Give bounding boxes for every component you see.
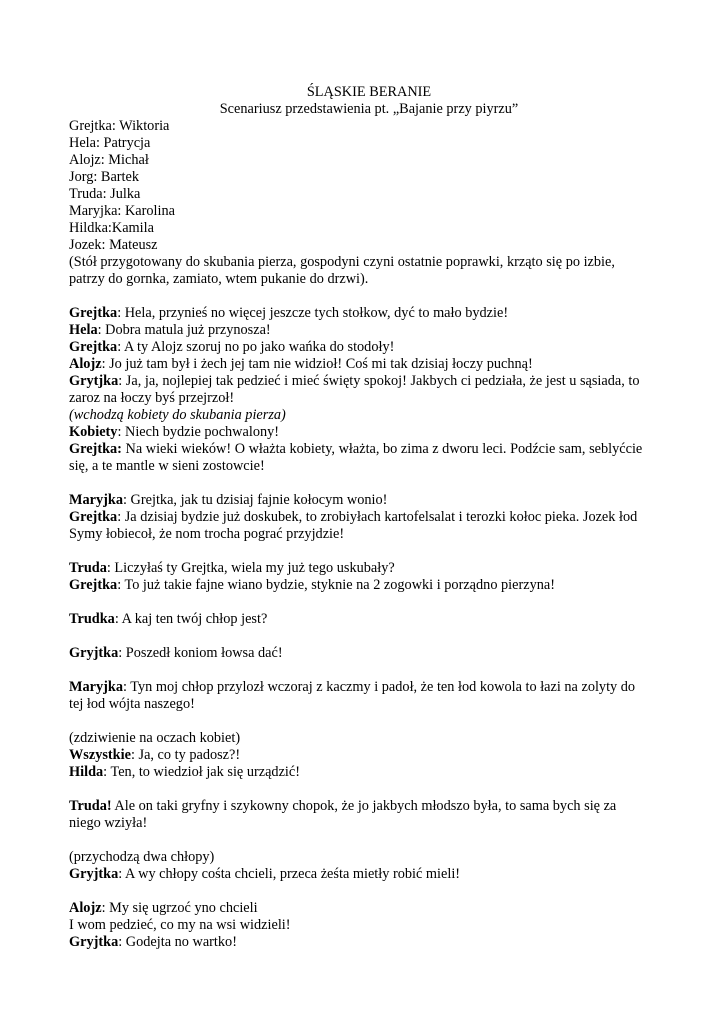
dialogue-line — [69, 645, 669, 662]
dialogue-text: : Liczyłaś ty Grejtka, wiela my już tego uskubały? — [106, 560, 395, 576]
dialogue-text: : Grejtka, jak tu dzisiaj fajnie kołocym wonio! — [123, 492, 388, 508]
dialogue-text: : Godejta no wartko! — [118, 934, 237, 950]
speaker-name: Grejtka — [69, 509, 118, 525]
speaker-name: Maryjka — [69, 679, 123, 695]
dialogue-text: : To już takie fajne wiano bydzie, styknie na 2 zogowki i porządno pierzyna! — [117, 577, 556, 593]
dialogue-text: : A wy chłopy cośta chcieli, przeca żeśta mietły robić mieli! — [118, 866, 461, 882]
dialogue-line — [69, 373, 669, 390]
dialogue-line — [69, 492, 669, 509]
speaker-name: Hela — [69, 322, 98, 338]
dialogue-continuation: niego wziyła! — [69, 815, 148, 831]
cast-item: Jozek: Mateusz — [69, 237, 158, 253]
stage-direction: (zdziwienie na oczach kobiet) — [69, 730, 241, 746]
dialogue-text: : Ja, ja, nojlepiej tak pedzieć i mieć święty spokoj! Jakbych ci pedziała, że jest u sąsiada, to — [118, 373, 640, 389]
cast-item: Alojz: Michał — [69, 152, 149, 168]
document-page — [69, 84, 669, 951]
cast-item: Grejtka: Wiktoria — [69, 118, 170, 134]
speaker-name: Grytjka — [69, 373, 119, 389]
cast-list — [69, 118, 669, 254]
dialogue-line — [69, 322, 669, 339]
speaker-name: Alojz — [69, 356, 102, 372]
dialogue-text: : Poszedł koniom łowsa dać! — [118, 645, 283, 661]
cast-item: Jorg: Bartek — [69, 169, 140, 185]
speaker-name: Grejtka — [69, 305, 118, 321]
dialogue-continuation: się, a te mantle w sieni zostowcie! — [69, 458, 265, 474]
dialogue-continuation: zaroz na łoczy byś przejrzoł! — [69, 390, 235, 406]
dialogue-text: Ale on taki gryfny i szykowny chopok, że jo jakbych młodszo była, to sama bych się za — [111, 798, 617, 814]
dialogue-line — [69, 900, 669, 917]
dialogue-line — [69, 747, 669, 764]
dialogue-line — [69, 764, 669, 781]
dialogue-line — [69, 305, 669, 322]
dialogue-text: : Niech bydzie pochwalony! — [117, 424, 280, 440]
dialogue-line — [69, 866, 669, 883]
speaker-name: Gryjtka — [69, 934, 119, 950]
cast-item: Truda: Julka — [69, 186, 141, 202]
dialogue-line — [69, 934, 669, 951]
speaker-name: Hilda — [69, 764, 104, 780]
speaker-name: Kobiety — [69, 424, 118, 440]
dialogue-text: Na wieki wieków! O włażta kobiety, włażta, bo zima z dworu leci. Podźcie sam, seblyćcie — [121, 441, 643, 457]
speaker-name: Alojz — [69, 900, 102, 916]
dialogue-line — [69, 356, 669, 373]
dialogue-text: : A kaj ten twój chłop jest? — [114, 611, 268, 627]
dialogue-text: : A ty Alojz szoruj no po jako wańka do stodoły! — [117, 339, 395, 355]
dialogue-continuation: Symy łobiecoł, że nom trocha pograć przyjdzie! — [69, 526, 345, 542]
dialogue-line — [69, 798, 669, 815]
document-title: ŚLĄSKIE BERANIE — [306, 84, 432, 100]
dialogue-line — [69, 577, 669, 594]
dialogue-text: : Hela, przynieś no więcej jeszcze tych stołkow, dyć to mało bydzie! — [117, 305, 509, 321]
dialogue-line — [69, 509, 669, 526]
dialogue-text: : Dobra matula już przynosza! — [97, 322, 271, 338]
speaker-name: Trudka — [69, 611, 115, 627]
cast-item: Hildka:Kamila — [69, 220, 154, 236]
dialogue-text: : Tyn moj chłop przylozł wczoraj z kaczmy i padoł, że ten łod kowola to łazi na zolyty do — [123, 679, 636, 695]
speaker-name: Grejtka — [69, 577, 118, 593]
stage-direction: (wchodzą kobiety do skubania pierza) — [69, 407, 286, 423]
dialogue-text: : Ten, to wiedzioł jak się urządzić! — [103, 764, 301, 780]
dialogue-text: : Ja, co ty padosz?! — [130, 747, 241, 763]
stage-direction: (przychodzą dwa chłopy) — [69, 849, 215, 865]
speaker-name: Truda! — [69, 798, 112, 814]
stage-direction-intro: (Stół przygotowany do skubania pierza, gospodyni czyni ostatnie poprawki, krząto się po izbie, — [69, 254, 615, 270]
dialogue-text: : Jo już tam był i żech jej tam nie widzioł! Coś mi tak dzisiaj łoczy puchną! — [101, 356, 533, 372]
speaker-name: Maryjka — [69, 492, 123, 508]
document-subtitle: Scenariusz przedstawienia pt. „Bajanie przy piyrzu” — [219, 101, 519, 117]
speaker-name: Wszystkie — [69, 747, 131, 763]
speaker-name: Gryjtka — [69, 645, 119, 661]
speaker-name: Grejtka — [69, 339, 118, 355]
dialogue-line — [69, 560, 669, 577]
dialogue-line — [69, 339, 669, 356]
verse-line: I wom pedzieć, co my na wsi widzieli! — [69, 917, 291, 933]
dialogue-text: : My się ugrzoć yno chcieli — [101, 900, 258, 916]
dialogue-line — [69, 441, 669, 458]
cast-item: Hela: Patrycja — [69, 135, 151, 151]
dialogue-continuation: tej łod wójta naszego! — [69, 696, 195, 712]
dialogue-line — [69, 679, 669, 696]
stage-direction-intro: patrzy do gornka, zamiato, wtem pukanie do drzwi). — [69, 271, 369, 287]
dialogue-line — [69, 611, 669, 628]
speaker-name: Gryjtka — [69, 866, 119, 882]
dialogue-text: : Ja dzisiaj bydzie już doskubek, to zrobiyłach kartofelsalat i terozki kołoc pieka. Jozek łod — [117, 509, 638, 525]
speaker-name: Grejtka: — [69, 441, 122, 457]
cast-item: Maryjka: Karolina — [69, 203, 175, 219]
dialogue-line — [69, 424, 669, 441]
speaker-name: Truda — [69, 560, 107, 576]
